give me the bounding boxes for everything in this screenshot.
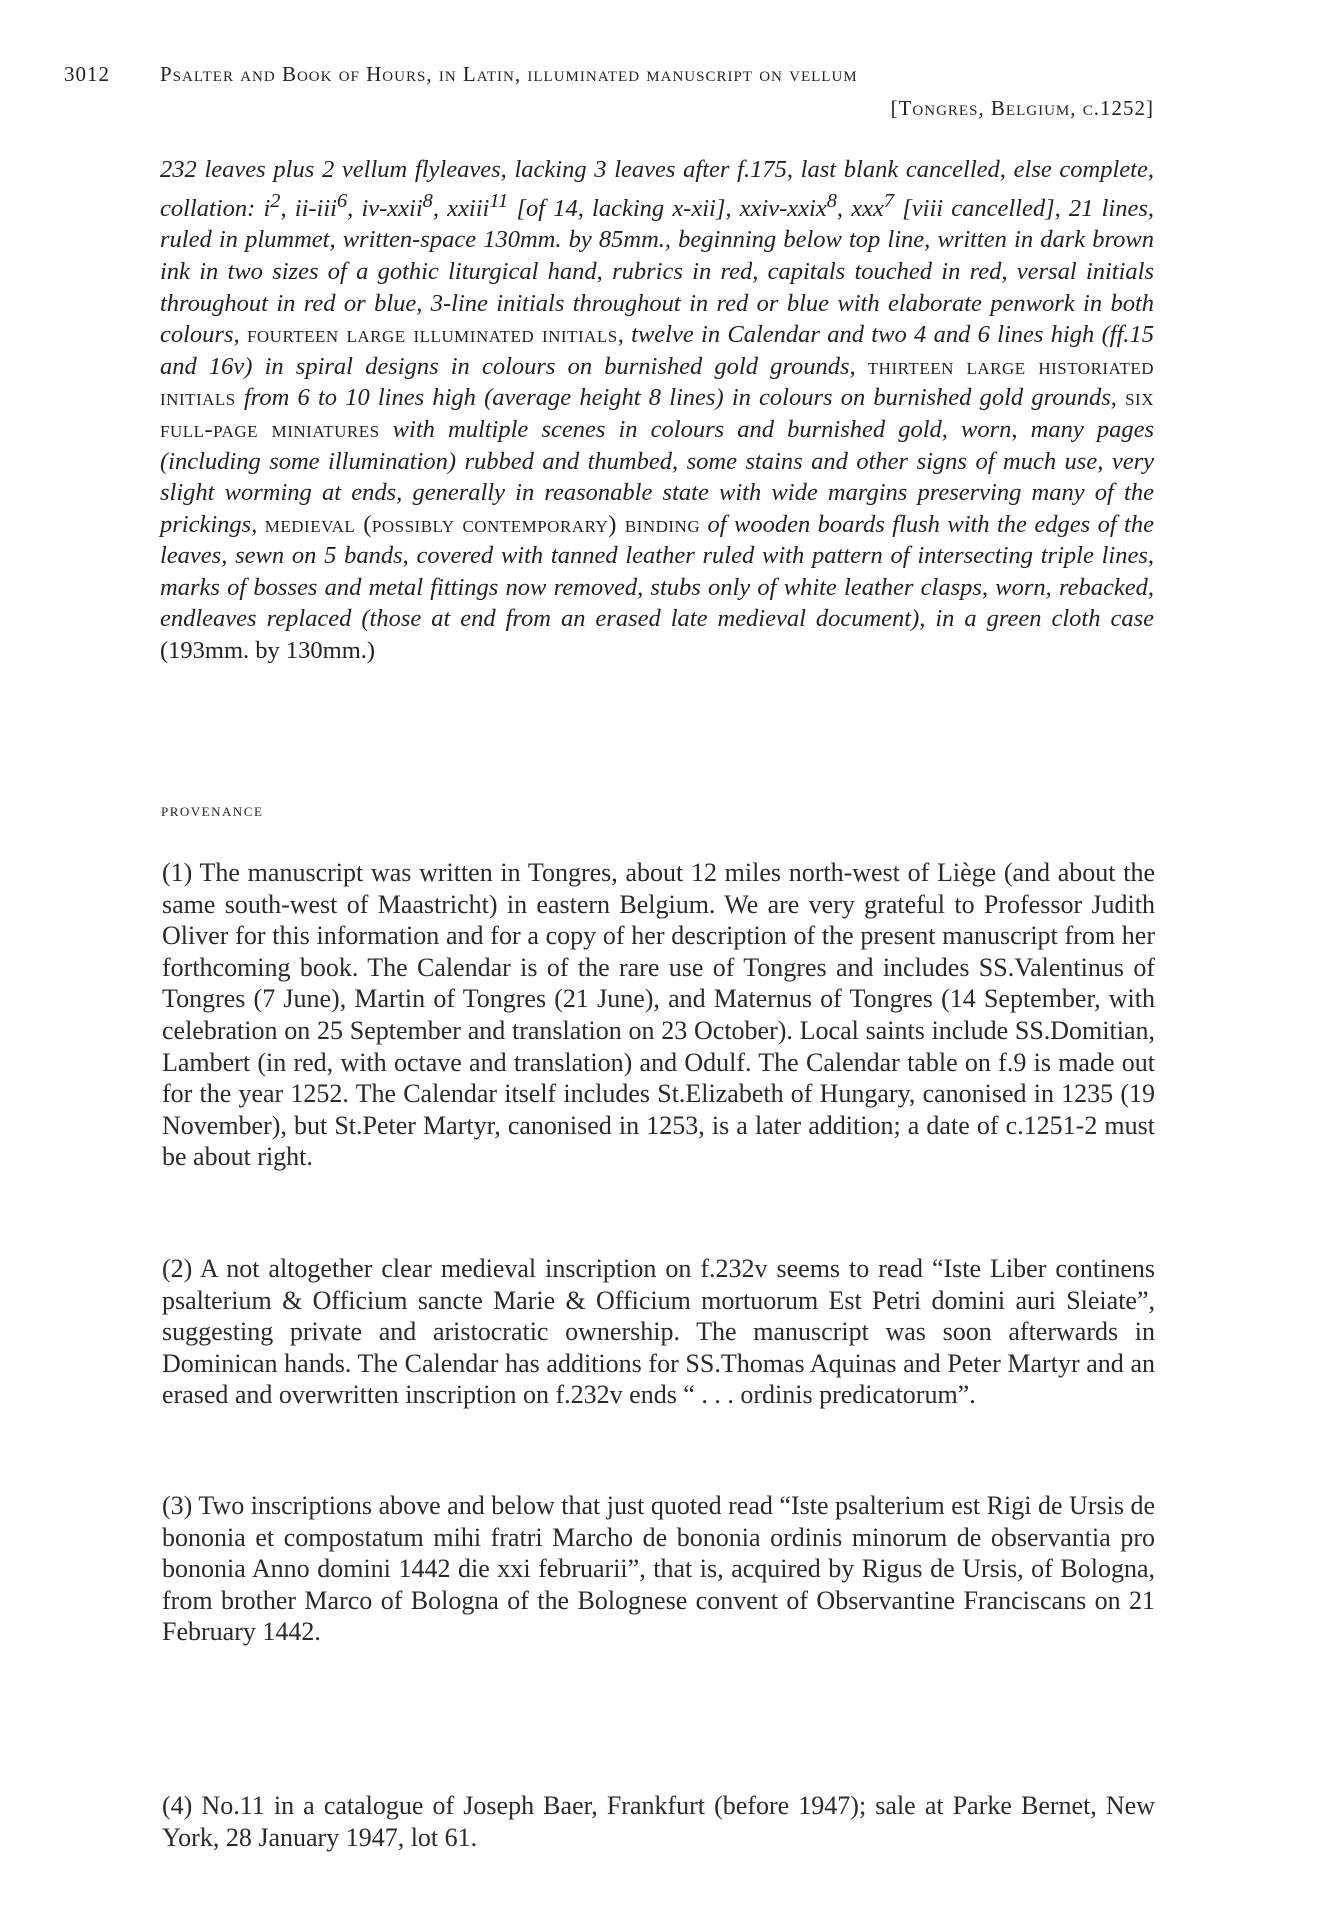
description-italic: [of 14, lacking x-xii], xxiv-xxix xyxy=(508,194,827,222)
description-italic: from 6 to 10 lines high (average height 8 lines) in colours on burnished gold grounds, xyxy=(235,384,1126,412)
collation-superscript: 6 xyxy=(336,189,348,212)
description-italic: , twelve in Calendar and two 4 and 6 lines high (ff.15 and 16v) in spiral designs in colours on burnished gold grounds, xyxy=(160,321,1154,380)
description-small-caps: thirteen large historiated initials xyxy=(160,352,1155,412)
physical-description xyxy=(160,154,1154,667)
description-small-caps: fourteen large illuminated initials xyxy=(246,321,618,349)
collation-superscript: 8 xyxy=(826,189,837,212)
description-roman: (193mm. by 130mm.) xyxy=(160,637,376,665)
description-small-caps: medieval (possibly contemporary) binding xyxy=(264,510,701,538)
description-italic: of wooden boards flush with the edges of the leaves, sewn on 5 bands, covered with tanned leather ruled with pattern of intersecting triple lines, marks of bosses and metal fittings now removed, stubs only of white leather clasps, worn, rebacked, endleaves replaced (those at end from an erased late medieval document), in a green cloth case xyxy=(160,510,1154,633)
provenance-paragraph-1: (1) The manuscript was written in Tongres, about 12 miles north-west of Liège (and about the same south-west of Maastricht) in eastern Belgium. We are very grateful to Professor Judith Oliver for this information and for a copy of her description of the present manuscript from her forthcoming book. The Calendar is of the rare use of Tongres and includes SS.Valentinus of Tongres (7 June), Martin of Tongres (21 June), and Maternus of Tongres (14 September, with celebration on 25 September and translation on 23 October). Local saints include SS.Domitian, Lambert (in red, with octave and translation) and Odulf. The Calendar table on f.9 is made out for the year 1252. The Calendar itself includes St.Elizabeth of Hungary, canonised in 1235 (19 November), but St.Peter Martyr, canonised in 1253, is a later addition; a date of c.1251-2 must be about right. xyxy=(162,858,1155,1172)
description-italic: [viii cancelled], 21 lines, ruled in plummet, written-space 130mm. by 85mm., beginning below top line, written in dark brown ink in two sizes of a gothic liturgical hand, rubrics in red, capitals touched in red, versal initials throughout in red or blue, 3-line initials throughout in red or blue with elaborate penwork in both colours, xyxy=(160,194,1155,349)
description-italic: with multiple scenes in colours and burnished gold, worn, many pages (including some illumination) rubbed and thumbed, some stains and other signs of much use, very slight worming at ends, generally in reasonable state with wide margins preserving many of the prickings, xyxy=(160,415,1154,538)
provenance-paragraph-4: (4) No.11 in a catalogue of Joseph Baer, Frankfurt (before 1947); sale at Parke Bernet, New York, 28 January 1947, lot 61. xyxy=(162,1791,1155,1852)
description-italic: 232 leaves plus 2 vellum flyleaves, lacking 3 leaves after f.175, last blank cancelled, else complete, collation: i xyxy=(160,156,1154,222)
provenance-paragraph-2: (2) A not altogether clear medieval inscription on f.232v seems to read “Iste Liber continens psalterium & Officium sancte Marie & Officium mortuorum Est Petri domini auri Sleiate”, suggesting private and aristocratic ownership. The manuscript was soon afterwards in Dominican hands. The Calendar has additions for SS.Thomas Aquinas and Peter Martyr and an erased and overwritten inscription on f.232v ends “ . . . ordinis predicatorum”. xyxy=(162,1254,1155,1410)
collation-superscript: 11 xyxy=(489,189,509,212)
collation-superscript: 2 xyxy=(270,189,281,212)
collation-superscript: 8 xyxy=(422,189,433,212)
lot-title: Psalter and Book of Hours, in Latin, illuminated manuscript on vellum xyxy=(160,62,858,86)
provenance-heading: provenance xyxy=(161,800,264,820)
description-italic: , iv-xxii xyxy=(347,194,423,222)
lot-place-date: [Tongres, Belgium, c.1252] xyxy=(890,96,1154,120)
provenance-paragraph-3: (3) Two inscriptions above and below that just quoted read “Iste psalterium est Rigi de Ursis de bononia et compostatum mihi fratri Marcho de bononia ordinis minorum de observantia pro bononia Anno domini 1442 die xxi februarii”, that is, acquired by Rigus de Ursis, of Bologna, from brother Marco of Bologna of the Bolognese convent of Observantine Franciscans on 21 February 1442. xyxy=(162,1491,1155,1647)
description-small-caps: six full-page miniatures xyxy=(160,384,1154,443)
description-italic: , xxiii xyxy=(432,194,490,222)
lot-number: 3012 xyxy=(64,62,110,86)
collation-superscript: 7 xyxy=(883,189,895,212)
description-italic: , xxx xyxy=(836,194,884,222)
description-italic: , ii-iii xyxy=(280,194,337,222)
